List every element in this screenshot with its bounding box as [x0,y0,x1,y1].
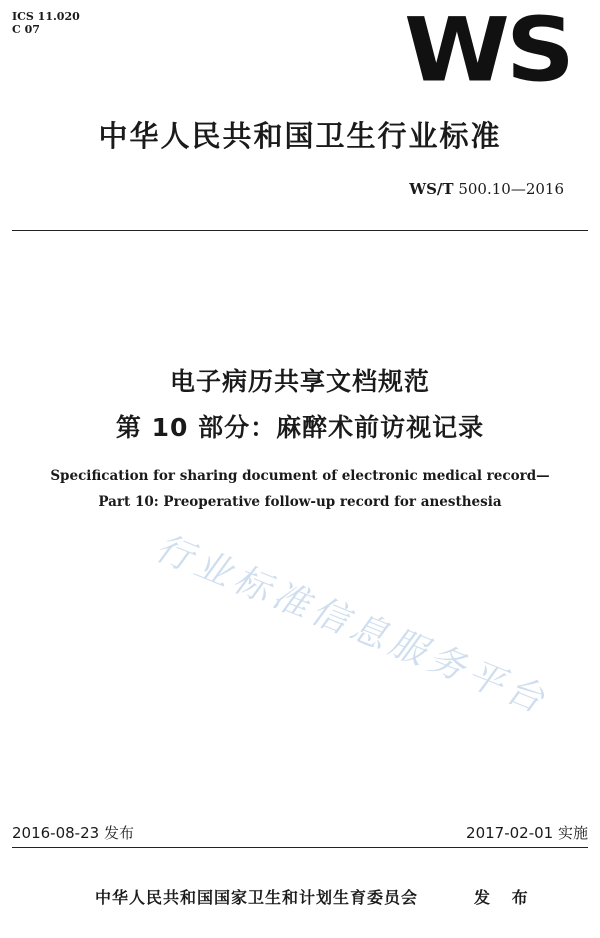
ics-classification [12,10,80,36]
ws-logo: WS [404,0,572,102]
standard-code [409,180,564,198]
chinese-title-line-2: 第 10 部分：麻醉术前访视记录 [115,413,485,442]
ics-code: ICS 11.020 [12,10,80,23]
top-divider [12,230,588,231]
org-standard-title: 中华人民共和国卫生行业标准 [98,119,502,153]
issue-date: 2016-08-23 发布 [12,824,134,842]
chinese-title-line-1: 电子病历共享文档规范 [169,367,430,396]
watermark: 行业标准信息服务平台 [149,527,555,723]
ccs-class: C 07 [12,23,40,36]
english-title-line-2: Part 10: Preoperative follow-up record for anesthesia [98,494,502,510]
english-title-line-1: Specification for sharing document of electronic medical record— [50,468,550,484]
bottom-divider [12,847,588,848]
standard-code-number: 500.10—2016 [458,180,564,198]
implementation-date: 2017-02-01 实施 [466,824,588,842]
standard-code-prefix: WS/T [409,180,454,198]
publish-label: 发 布 [474,888,536,907]
publisher-org: 中华人民共和国国家卫生和计划生育委员会 [95,888,419,907]
